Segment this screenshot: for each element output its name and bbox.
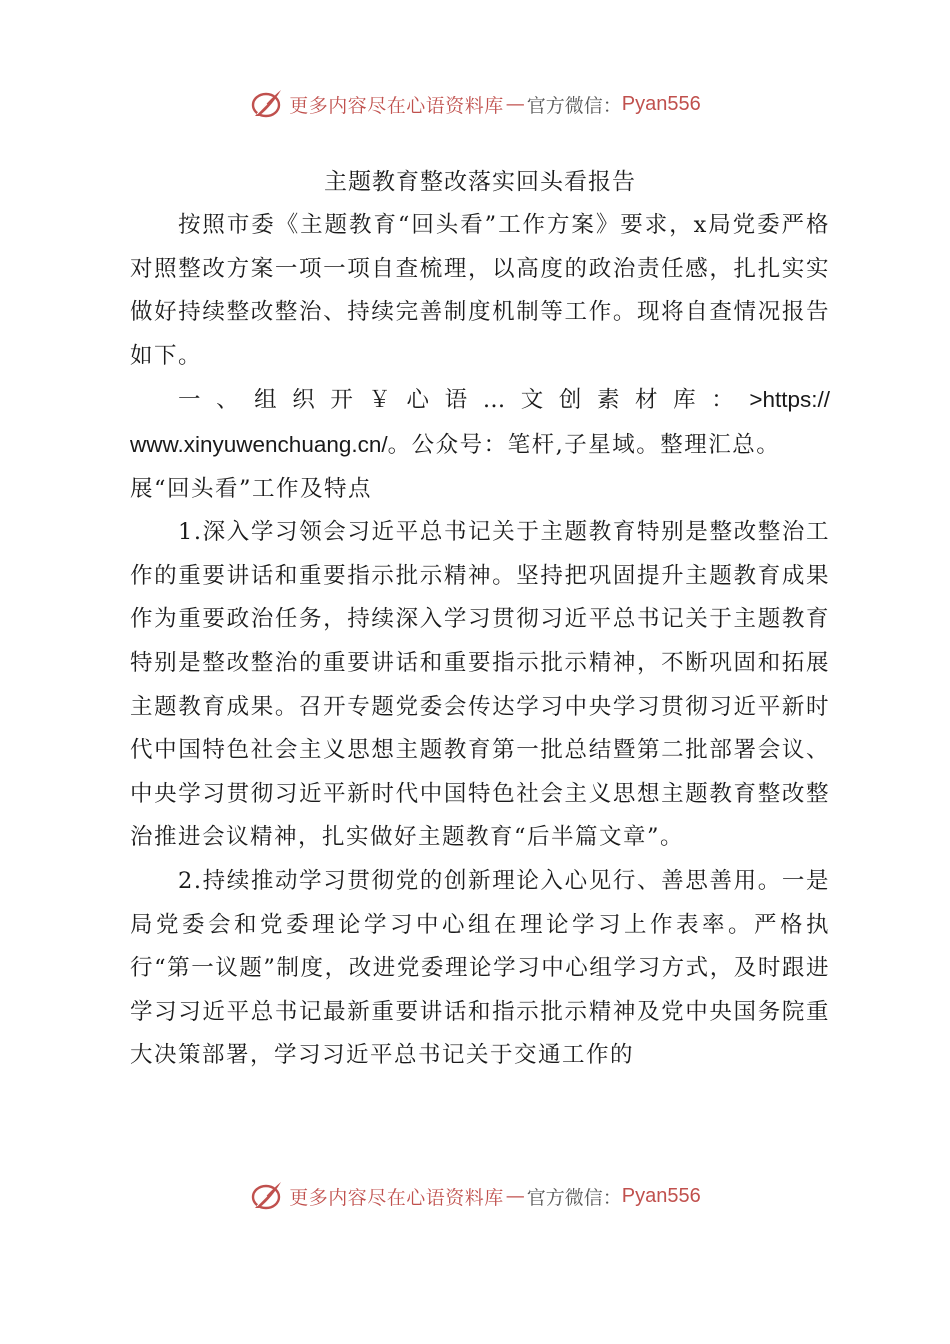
section-heading-end: 展“回头看”工作及特点 <box>130 475 373 502</box>
banner-official-label: 官方微信： <box>526 1186 622 1209</box>
source-url-line <box>130 423 830 468</box>
document-title: 主题教育整改落实回头看报告 <box>324 169 636 195</box>
banner-text: 更多内容尽在心语资料库 <box>289 94 504 117</box>
source-note: 。公众号：笔杆,子星域。整理汇总。 <box>387 431 781 458</box>
item-1-paragraph: 1.深入学习领会习近平总书记关于主题教育特别是整改整治工作的重要讲话和重要指示批示精神。坚持把巩固提升主题教育成果作为重要政治任务，持续深入学习贯彻习近平总书记关于主题教育特别是整改整治的重要讲话和重要指示批示精神，不断巩固和拓展主题教育成果。召开专题党委会传达学习中央学习贯彻习近平新时代中国特色社会主义思想主题教育第一批总结暨第二批部署会议、中央学习贯彻习近平新时代中国特色社会主义思想主题教育整改整治推进会议精神，扎实做好主题教育“后半篇文章”。 <box>130 519 830 851</box>
banner-separator: — <box>505 93 525 115</box>
item-2-paragraph: 2.持续推动学习贯彻党的创新理论入心见行、善思善用。一是局党委会和党委理论学习中心组在理论学习上作表率。严格执行“第一议题”制度，改进党委理论学习中心组学习方式，及时跟进学习习近平总书记最新重要讲话和指示批示精神及党中央国务院重大决策部署，学习习近平总书记关于交通工作的 <box>130 867 830 1069</box>
banner-wechat-id: Pyan556 <box>621 92 701 115</box>
section-heading-spaced: 一、组织开￥心语…文创素材库： <box>178 387 750 414</box>
banner-wechat-id: Pyan556 <box>621 1184 701 1207</box>
quill-logo-icon <box>249 86 285 122</box>
banner-text: 更多内容尽在心语资料库 <box>289 1186 504 1209</box>
quill-logo-icon <box>249 1178 285 1214</box>
source-url-part-a: >https:// <box>749 387 830 413</box>
source-url-part-b: www.xinyuwenchuang.cn/ <box>130 431 388 457</box>
section-heading-line <box>130 378 830 423</box>
banner-separator: — <box>505 1185 525 1207</box>
watermark-banner-bottom <box>0 1176 950 1216</box>
watermark-banner-top <box>0 84 950 124</box>
banner-official-label: 官方微信： <box>526 94 622 117</box>
document-body <box>130 160 830 1078</box>
intro-paragraph: 按照市委《主题教育“回头看”工作方案》要求，x局党委严格对照整改方案一项一项自查梳理，以高度的政治责任感，扎扎实实做好持续整改整治、持续完善制度机制等工作。现将自查情况报告如下。 <box>130 212 830 369</box>
